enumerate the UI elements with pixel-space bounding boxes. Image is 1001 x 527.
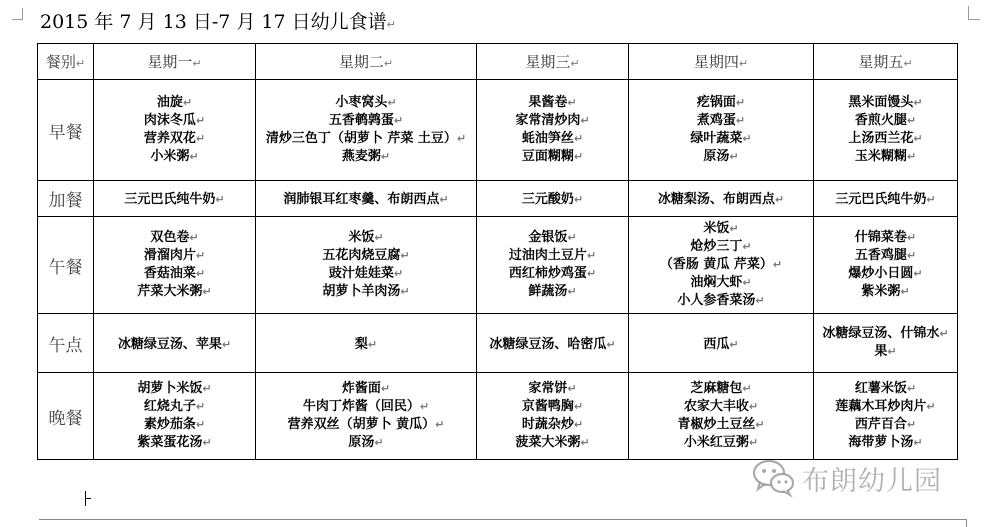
paragraph-mark: ↵ [913,96,923,109]
dish-list [515,380,589,452]
dish-item[interactable]: 冰糖绿豆汤、苹果↵ [117,336,232,352]
paragraph-mark: ↵ [580,114,590,127]
dish-item[interactable]: 香菇油菜↵ [143,266,206,281]
meal-type-label[interactable]: 午餐 [38,217,94,314]
dish-item[interactable]: 蚝油笋丝↵ [521,131,584,146]
meal-type-header[interactable]: 餐别↵ [38,44,94,80]
paragraph-mark: ↵ [202,285,212,298]
dish-list [835,191,935,209]
dish-item[interactable]: 冰糖梨汤、布朗西点↵ [657,192,785,207]
dish-item[interactable]: 三元酸奶↵ [521,192,584,207]
dish-list [283,191,448,209]
dish-item[interactable]: 炸酱面↵ [341,381,391,396]
paragraph-mark: ↵ [742,276,752,289]
dish-list [137,380,211,452]
menu-cell-thursday[interactable] [629,314,814,373]
dish-item[interactable]: 京酱鸭胸↵ [521,399,584,414]
paragraph-mark: ↵ [906,150,917,163]
meal-type-label[interactable]: 午点 [38,314,94,373]
margin-corner-mark [12,19,23,20]
dish-item[interactable]: 红薯米饭↵ [854,381,917,396]
margin-corner-mark [968,19,980,20]
dish-item[interactable]: 紫米粥↵ [861,284,910,299]
paragraph-mark: ↵ [748,400,759,413]
paragraph-mark: ↵ [729,150,739,163]
paragraph-mark: ↵ [735,96,746,109]
page-bottom-margin-line [966,519,967,527]
dish-item[interactable]: 家常饼↵ [528,381,577,396]
paragraph-mark: ↵ [887,345,897,358]
dish-list [489,336,615,354]
text-cursor [85,498,91,499]
menu-cell-wednesday[interactable] [477,314,629,373]
paragraph-mark: ↵ [926,400,936,413]
paragraph-mark: ↵ [195,132,206,145]
dish-item[interactable]: 营养双花↵ [143,131,206,146]
margin-corner-mark [968,6,969,19]
dish-list [137,229,211,301]
menu-cell-monday[interactable] [94,373,256,460]
dish-item[interactable]: 炝炒三丁↵ [690,239,752,254]
dish-item[interactable]: 清炒三色丁（胡萝卜 芹菜 土豆）↵ [265,131,467,146]
dish-item[interactable]: 三元巴氏纯牛奶↵ [835,192,936,207]
dish-item[interactable]: 五香鸡腿↵ [854,248,917,263]
paragraph-mark: ↵ [195,114,206,127]
dish-item[interactable]: 冰糖绿豆汤、哈密瓜↵ [489,336,616,352]
dish-item[interactable]: 牛肉丁炸酱（回民）↵ [302,399,430,414]
dish-item[interactable]: 绿叶蔬菜↵ [690,131,752,146]
dish-item[interactable]: 西红柿炒鸡蛋↵ [508,266,597,281]
paragraph-mark: ↵ [906,114,917,127]
dish-item[interactable]: 疙锅面↵ [696,95,746,110]
dish-list [355,336,377,354]
dish-item[interactable]: 芝麻糖包↵ [690,381,752,396]
menu-cell-friday[interactable] [814,373,958,460]
dish-item[interactable]: 梨↵ [354,336,378,352]
paragraph-mark: ↵ [755,418,765,431]
paragraph-mark: ↵ [195,400,206,413]
dish-item[interactable]: 莲藕木耳炒肉片↵ [835,399,936,414]
paragraph-mark: ↵ [900,285,910,298]
day-header-friday[interactable]: 星期五↵ [814,44,958,80]
paragraph-mark: ↵ [567,382,577,395]
dish-item[interactable]: 油旋↵ [156,95,193,110]
menu-cell-monday[interactable] [94,314,256,373]
menu-cell-thursday[interactable] [629,217,814,314]
dish-item[interactable]: 米饭↵ [348,230,384,245]
dish-item[interactable]: 小人参香菜汤↵ [677,293,765,308]
dish-list [822,325,948,361]
dish-item[interactable]: 小米粥↵ [150,149,199,164]
dish-item[interactable]: 青椒炒土豆丝↵ [677,417,765,432]
dish-item[interactable]: 豉汁娃娃菜↵ [328,266,404,281]
paragraph-mark: ↵ [567,96,577,109]
paragraph-mark: ↵ [735,114,746,127]
paragraph-mark: ↵ [906,418,917,431]
dish-item[interactable]: 西芹百合↵ [854,417,917,432]
paragraph-mark: ↵ [374,436,384,449]
paragraph-mark: ↵ [202,436,212,449]
paragraph-mark: ↵ [400,249,410,262]
dish-item[interactable]: 胡萝卜米饭↵ [137,381,212,396]
menu-cell-thursday[interactable] [629,181,814,217]
dish-list [288,380,445,452]
dish-item[interactable]: 小枣窝头↵ [335,95,397,110]
menu-cell-thursday[interactable] [629,80,814,181]
paragraph-mark: ↵ [772,258,783,271]
dish-item[interactable]: 润肺银耳红枣羹、布朗西点↵ [283,192,449,207]
paragraph-mark: ↵ [742,240,752,253]
menu-cell-friday[interactable] [814,314,958,373]
dish-item[interactable]: 冰糖绿豆汤、什锦水↵ [822,326,949,341]
dish-item[interactable]: 原汤↵ [348,435,384,450]
paragraph-mark: ↵ [729,222,739,235]
meal-row [38,181,958,217]
menu-cell-wednesday[interactable] [477,80,629,181]
paragraph-mark: ↵ [189,231,199,244]
dish-list [515,94,589,166]
dish-list [703,336,738,354]
dish-list [658,191,784,209]
meal-row [38,217,958,314]
paragraph-mark: ↵ [456,132,467,145]
wechat-icon [752,458,796,498]
document-title[interactable] [40,7,396,34]
paragraph-mark: ↵ [580,436,590,449]
paragraph-mark: ↵ [742,132,752,145]
paragraph-mark: ↵ [195,418,206,431]
dish-item[interactable]: 果酱卷↵ [528,95,577,110]
dish-item[interactable]: 爆炒小日圆↵ [848,266,923,281]
meal-type-label[interactable]: 早餐 [38,80,94,181]
paragraph-mark: ↵ [393,267,404,280]
paragraph-mark: ↵ [573,193,584,206]
paragraph-mark: ↵ [367,337,378,351]
paragraph-mark: ↵ [906,249,917,262]
dish-item[interactable]: 芹菜大米粥↵ [137,284,212,299]
paragraph-mark: ↵ [380,150,391,163]
paragraph-mark: ↵ [189,150,199,163]
dish-item[interactable]: 油焖大虾↵ [690,275,752,290]
watermark-text: 布朗幼儿园 [802,465,942,497]
paragraph-mark: ↵ [755,294,765,307]
dish-item[interactable]: 金银饭↵ [528,230,577,245]
paragraph-mark: ↵ [387,96,397,109]
paragraph-mark: ↵ [419,400,430,413]
paragraph-mark: ↵ [729,337,739,351]
paragraph-mark: ↵ [439,193,449,206]
menu-cell-tuesday[interactable] [256,314,477,373]
dish-item[interactable]: 香煎火腿↵ [854,113,917,128]
dish-list [322,229,409,301]
paragraph-mark: ↵ [567,285,577,298]
paragraph-mark: ↵ [742,382,752,395]
dish-item[interactable]: （香肠 黄瓜 芹菜）↵ [659,257,783,272]
menu-cell-wednesday[interactable] [477,181,629,217]
menu-cell-friday[interactable] [814,80,958,181]
dish-list [677,380,764,452]
menu-cell-friday[interactable] [814,217,958,314]
dish-item[interactable]: 小米红豆粥↵ [683,435,759,450]
dish-item[interactable]: 上汤西兰花↵ [848,131,923,146]
dish-item[interactable]: 胡萝卜羊肉汤↵ [322,284,410,299]
weekly-menu-table[interactable] [37,43,958,460]
menu-cell-tuesday[interactable] [256,373,477,460]
dish-item[interactable]: 五花肉烧豆腐↵ [322,248,410,263]
menu-cell-monday[interactable] [94,217,256,314]
dish-item[interactable]: 紫菜蛋花汤↵ [137,435,212,450]
document-title-text[interactable]: 2015 年 7 月 13 日-7 月 17 日幼儿食谱 [40,11,387,33]
dish-list [848,94,922,166]
menu-cell-wednesday[interactable] [477,217,629,314]
day-header-tuesday[interactable]: 星期二↵ [256,44,477,80]
paragraph-mark: ↵ [913,436,923,449]
paragraph-mark: ↵ [573,132,584,145]
dish-item[interactable]: 鲜蔬汤↵ [528,284,577,299]
menu-cell-tuesday[interactable] [256,217,477,314]
dish-list [660,220,782,310]
paragraph-mark: ↵ [215,193,225,206]
dish-list [848,229,922,301]
dish-item[interactable]: 西瓜↵ [703,336,739,352]
paragraph-mark: ↵ [573,150,584,163]
paragraph-mark: ↵ [221,337,232,351]
paragraph-mark: ↵ [400,285,410,298]
dish-list [118,336,231,354]
dish-item[interactable]: 双色卷↵ [150,230,199,245]
dish-item[interactable]: 海带萝卜汤↵ [848,435,923,450]
paragraph-mark: ↵ [774,193,785,206]
paragraph-mark: ↵ [380,382,391,395]
meal-type-label[interactable]: 加餐 [38,181,94,217]
paragraph-mark: ↵ [586,267,597,280]
dish-list [266,94,466,166]
paragraph-mark: ↵ [202,382,212,395]
dish-item[interactable]: 营养双丝（胡萝卜 黄瓜）↵ [287,417,445,432]
header-row [38,44,958,80]
meal-row [38,314,958,373]
dish-list [835,380,935,452]
dish-item[interactable]: 家常清炒肉↵ [515,113,590,128]
paragraph-mark: ↵ [386,18,396,31]
dish-item[interactable]: 米饭↵ [703,221,739,236]
menu-cell-friday[interactable] [814,181,958,217]
dish-item[interactable]: 果↵ [874,344,897,359]
dish-item[interactable]: 时蔬杂炒↵ [521,417,584,432]
dish-item[interactable]: 红烧丸子↵ [143,399,206,414]
paragraph-mark: ↵ [393,114,404,127]
dish-item[interactable]: 燕麦粥↵ [341,149,391,164]
dish-item[interactable]: 肉沫冬瓜↵ [143,113,206,128]
paragraph-mark: ↵ [182,96,193,109]
paragraph-mark: ↵ [913,267,923,280]
paragraph-mark: ↵ [567,231,577,244]
paragraph-mark: ↵ [573,400,584,413]
dish-item[interactable]: 黑米面馒头↵ [848,95,923,110]
menu-cell-tuesday[interactable] [256,181,477,217]
watermark [752,458,942,498]
dish-item[interactable]: 素炒茄条↵ [143,417,206,432]
dish-item[interactable]: 玉米糊糊↵ [854,149,917,164]
paragraph-mark: ↵ [906,231,917,244]
meal-row [38,80,958,181]
paragraph-mark: ↵ [195,249,206,262]
paragraph-mark: ↵ [606,337,616,351]
paragraph-mark: ↵ [573,418,584,431]
dish-item[interactable]: 五香鹌鹑蛋↵ [328,113,404,128]
menu-cell-monday[interactable] [94,80,256,181]
paragraph-mark: ↵ [906,382,917,395]
dish-list [144,94,205,166]
meal-type-label[interactable]: 晚餐 [38,373,94,460]
paragraph-mark: ↵ [748,436,759,449]
paragraph-mark: ↵ [586,249,597,262]
paragraph-mark: ↵ [913,132,923,145]
menu-cell-monday[interactable] [94,181,256,217]
dish-list [522,191,583,209]
dish-item[interactable]: 原汤↵ [703,149,739,164]
paragraph-mark: ↵ [926,193,936,206]
paragraph-mark: ↵ [435,418,445,431]
paragraph-mark: ↵ [374,231,384,244]
day-header-monday[interactable]: 星期一↵ [94,44,256,80]
dish-item[interactable]: 菠菜大米粥↵ [515,435,590,450]
day-header-thursday[interactable]: 星期四↵ [629,44,814,80]
paragraph-mark: ↵ [939,327,949,340]
dish-item[interactable]: 三元巴氏纯牛奶↵ [124,192,225,207]
page-bottom-margin-line [39,519,966,520]
menu-cell-tuesday[interactable] [256,80,477,181]
menu-cell-wednesday[interactable] [477,373,629,460]
day-header-wednesday[interactable]: 星期三↵ [477,44,629,80]
dish-item[interactable]: 滑溜肉片↵ [143,248,206,263]
dish-item[interactable]: 农家大丰收↵ [683,399,759,414]
menu-cell-thursday[interactable] [629,373,814,460]
dish-list [124,191,224,209]
dish-item[interactable]: 过油肉土豆片↵ [508,248,597,263]
meal-row [38,373,958,460]
dish-list [690,94,751,166]
dish-item[interactable]: 豆面糊糊↵ [521,149,584,164]
dish-item[interactable]: 什锦菜卷↵ [854,230,917,245]
dish-list [509,229,596,301]
paragraph-mark: ↵ [195,267,206,280]
dish-item[interactable]: 煮鸡蛋↵ [696,113,746,128]
